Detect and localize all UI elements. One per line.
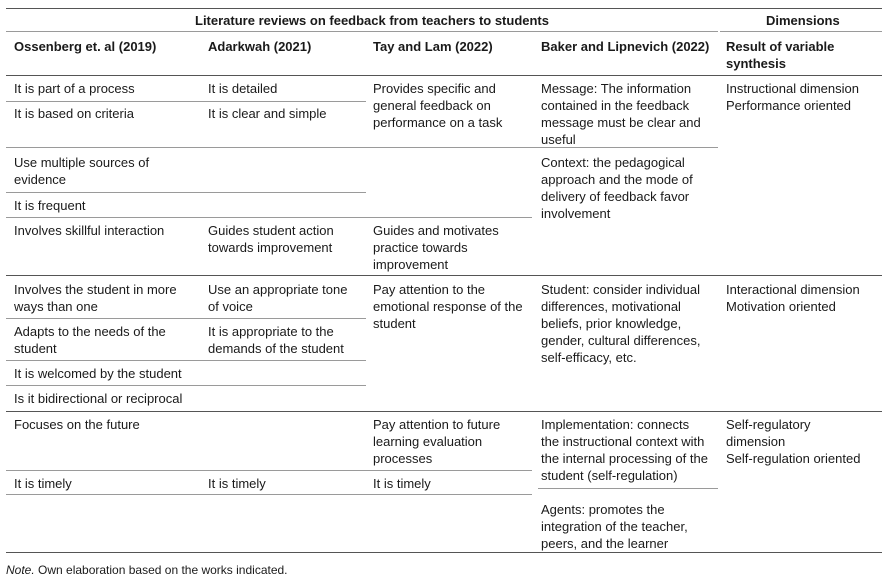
cell-baker-lipnevich: involvement [541,206,611,221]
col-header-result-line1: Result of variable [726,39,835,54]
cell-baker-lipnevich: approach and the mode of [541,172,693,187]
cell-tay-lam: Provides specific and [373,81,496,96]
cell-adarkwah: towards improvement [208,240,333,255]
cell-tay-lam: Pay attention to the [373,282,486,297]
row-rule [6,101,366,102]
cell-baker-lipnevich: Implementation: connects [541,417,690,432]
group-underline [6,31,718,32]
cell-baker-lipnevich: delivery of feedback favor [541,189,690,204]
cell-ossenberg: Adapts to the needs of the [14,324,166,339]
cell-baker-lipnevich: Agents: promotes the [541,502,665,517]
cell-baker-lipnevich: the internal processing of the [541,451,708,466]
cell-baker-lipnevich: Message: The information [541,81,692,96]
cell-baker-lipnevich: peers, and the learner [541,536,669,551]
cell-baker-lipnevich: Context: the pedagogical [541,155,685,170]
row-rule [6,470,532,471]
cell-tay-lam: improvement [373,257,449,272]
cell-ossenberg: It is welcomed by the student [14,366,182,381]
section-rule [6,275,882,276]
cell-tay-lam: emotional response of the [373,299,523,314]
dimensions-underline [720,31,882,32]
row-rule [6,385,366,386]
cell-ossenberg: Involves skillful interaction [14,223,165,238]
table-note [6,562,288,578]
cell-tay-lam: practice towards [373,240,468,255]
note-label: Note. [6,563,35,577]
section-rule [6,411,882,412]
col-header-baker-lipnevich: Baker and Lipnevich (2022) [541,39,710,54]
row-rule [538,488,718,489]
cell-dimension: Self-regulation oriented [726,451,861,466]
cell-adarkwah: It is appropriate to the [208,324,334,339]
row-rule [6,192,366,193]
cell-adarkwah: Use an appropriate tone [208,282,348,297]
cell-adarkwah: Guides student action [208,223,334,238]
cell-ossenberg: Focuses on the future [14,417,140,432]
col-header-tay-lam: Tay and Lam (2022) [373,39,493,54]
row-rule [6,147,718,148]
row-rule [6,217,532,218]
cell-tay-lam: student [373,316,416,331]
cell-ossenberg: It is based on criteria [14,106,134,121]
cell-ossenberg: Involves the student in more [14,282,177,297]
cell-baker-lipnevich: integration of the teacher, [541,519,688,534]
cell-baker-lipnevich: contained in the feedback [541,98,690,113]
cell-tay-lam: general feedback on [373,98,491,113]
cell-baker-lipnevich: gender, cultural differences, [541,333,701,348]
cell-tay-lam: Guides and motivates [373,223,499,238]
cell-tay-lam: Pay attention to future [373,417,501,432]
col-header-result-line2: synthesis [726,56,786,71]
cell-dimension: dimension [726,434,786,449]
col-header-ossenberg: Ossenberg et. al (2019) [14,39,157,54]
cell-ossenberg: Is it bidirectional or reciprocal [14,391,183,406]
cell-dimension: Performance oriented [726,98,852,113]
cell-baker-lipnevich: self-efficacy, etc. [541,350,637,365]
cell-ossenberg: ways than one [14,299,98,314]
cell-baker-lipnevich: useful [541,132,576,147]
cell-dimension: Instructional dimension [726,81,859,96]
cell-dimension: Motivation oriented [726,299,836,314]
col-header-adarkwah: Adarkwah (2021) [208,39,312,54]
cell-dimension: Interactional dimension [726,282,860,297]
row-rule [6,494,532,495]
cell-ossenberg: It is part of a process [14,81,135,96]
note-text: Own elaboration based on the works indicated. [34,563,288,577]
row-rule [6,318,366,319]
dimensions-title: Dimensions [766,13,840,28]
group-title: Literature reviews on feedback from teachers to students [195,13,549,28]
cell-tay-lam: performance on a task [373,115,503,130]
cell-ossenberg: Use multiple sources of [14,155,150,170]
cell-ossenberg: student [14,341,57,356]
top-rule [6,8,882,9]
cell-tay-lam: It is timely [373,476,431,491]
cell-tay-lam: learning evaluation [373,434,483,449]
cell-adarkwah: of voice [208,299,253,314]
cell-dimension: Self-regulatory [726,417,811,432]
cell-baker-lipnevich: the instructional context with [541,434,705,449]
cell-adarkwah: It is detailed [208,81,278,96]
cell-baker-lipnevich: Student: consider individual [541,282,700,297]
cell-ossenberg: evidence [14,172,67,187]
cell-ossenberg: It is timely [14,476,72,491]
cell-adarkwah: It is clear and simple [208,106,327,121]
cell-baker-lipnevich: student (self-regulation) [541,468,678,483]
cell-adarkwah: demands of the student [208,341,344,356]
cell-baker-lipnevich: differences, motivational [541,299,681,314]
cell-baker-lipnevich: message must be clear and [541,115,701,130]
bottom-rule [6,552,882,553]
cell-ossenberg: It is frequent [14,198,86,213]
cell-adarkwah: It is timely [208,476,266,491]
row-rule [6,360,366,361]
cell-tay-lam: processes [373,451,433,466]
cell-baker-lipnevich: beliefs, prior knowledge, [541,316,682,331]
header-bottom-rule [6,75,882,76]
